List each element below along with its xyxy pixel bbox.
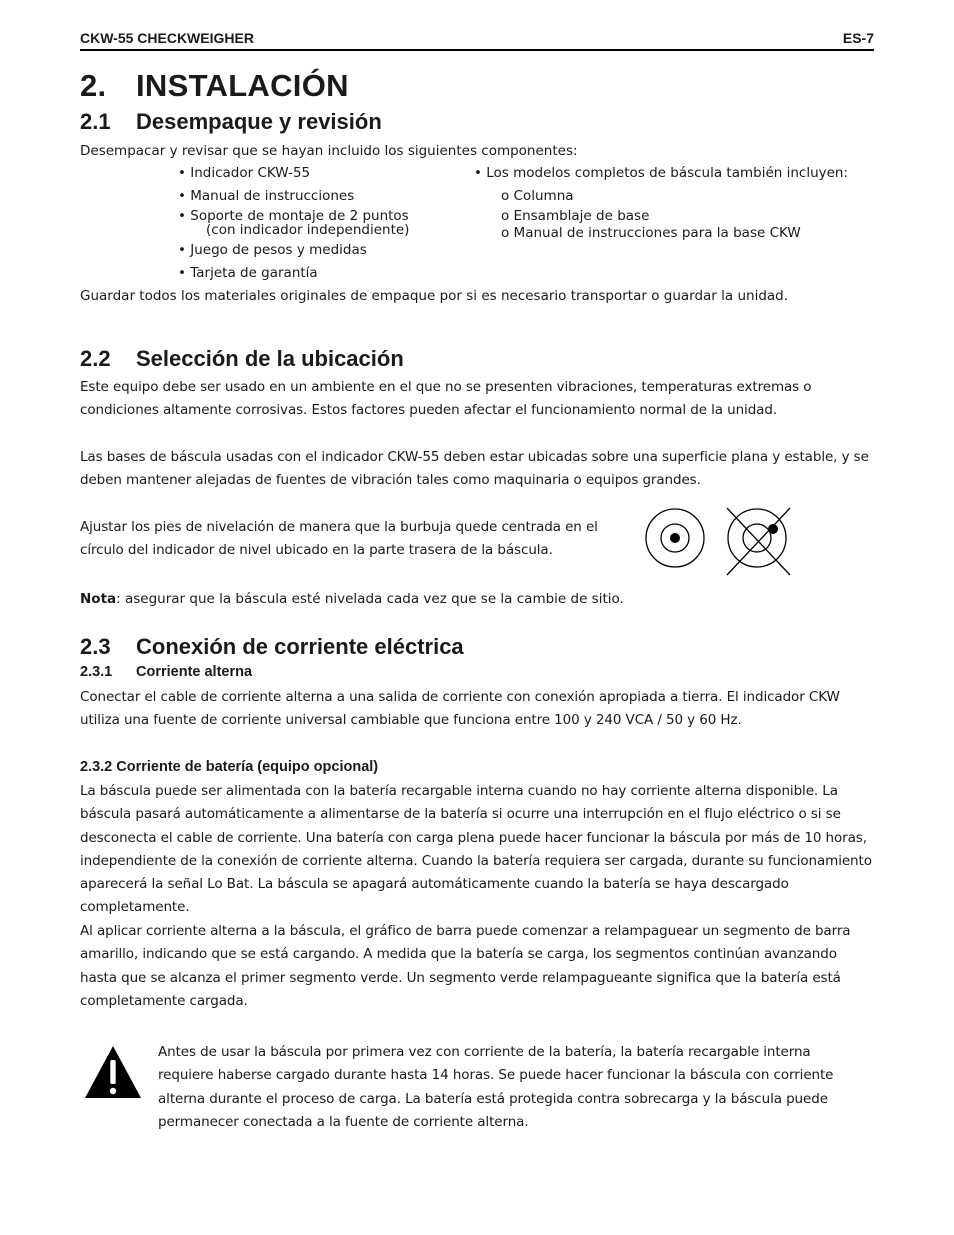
subsection-title: Corriente alterna [136, 664, 253, 680]
section-title: Selección de la ubicación [136, 346, 404, 371]
ac-power-paragraph: Conectar el cable de corriente alterna a una salida de corriente con conexión apropiada a tierra. El indicador CKW utiliza una fuente de corriente universal cambiable que funciona entre 100 y 240 VCA / 50 y 60 Hz. [80, 689, 840, 729]
list-item-continuation: (con indicador independiente) [206, 222, 410, 238]
note-label: Nota [80, 591, 117, 607]
sub-list-item: o Columna [501, 188, 574, 204]
section-number: 2.2 [80, 346, 111, 371]
note [80, 591, 624, 608]
subsection-heading-2-3-1 [80, 664, 252, 680]
list-item: • Juego de pesos y medidas [178, 242, 367, 258]
level-correct-icon [646, 509, 704, 567]
section-heading-2-2 [80, 346, 404, 372]
chapter-number: 2. [80, 68, 107, 103]
warning-icon [83, 1044, 143, 1100]
unpack-outro: Guardar todos los materiales originales de empaque por si es necesario transportar o guardar la unidad. [80, 288, 789, 304]
section-heading-2-1 [80, 109, 382, 135]
list-item-models: • Los modelos completos de báscula también incluyen: [474, 165, 849, 181]
chapter-heading [80, 68, 349, 104]
battery-paragraph-2: Al aplicar corriente alterna a la báscula, el gráfico de barra puede comenzar a relampaguear un segmento de barra amarillo, indicando que se está cargando. A medida que la batería se carga, los segmentos continúan avanzando hasta que se alcanza el primer segmento verde. Un segmento verde relampagueante significa que la batería está completamente cargada. [80, 923, 851, 1009]
unpack-intro: Desempacar y revisar que se hayan incluido los siguientes componentes: [80, 143, 578, 159]
location-paragraph-2: Las bases de báscula usadas con el indicador CKW-55 deben estar ubicadas sobre una superficie plana y estable, y se deben mantener alejadas de fuentes de vibración tales como maquinaria o equipos grandes. [80, 449, 869, 489]
sub-list-item: o Ensamblaje de base [501, 208, 650, 224]
section-title: Conexión de corriente eléctrica [136, 634, 464, 659]
note-text: : asegurar que la báscula esté nivelada cada vez que se la cambie de sitio. [116, 591, 624, 607]
location-paragraph-1: Este equipo debe ser usado en un ambiente en el que no se presenten vibraciones, temperaturas extremas o condiciones altamente corrosivas. Estos factores pueden afectar el funcionamiento normal de la unidad. [80, 379, 812, 419]
page-number: ES-7 [842, 30, 874, 46]
subsection-heading-2-3-2: 2.3.2 Corriente de batería (equipo opcional) [80, 759, 379, 775]
list-item: • Indicador CKW-55 [178, 165, 311, 181]
level-indicator-icon [640, 505, 800, 579]
list-item: • Manual de instrucciones [178, 188, 355, 204]
chapter-title: INSTALACIÓN [136, 68, 349, 103]
section-number: 2.3 [80, 634, 111, 659]
section-number: 2.1 [80, 109, 111, 134]
battery-warning-text: Antes de usar la báscula por primera vez con corriente de la batería, la batería recargable interna requiere haberse cargado durante hasta 14 horas. Se puede hacer funcionar la báscula con corriente alterna durante el proceso de carga. La batería está protegida contra sobrecarga y la báscula puede permanecer conectada a la fuente de corriente alterna. [158, 1044, 834, 1130]
subsection-number: 2.3.1 [80, 664, 113, 680]
section-heading-2-3 [80, 634, 464, 660]
section-title: Desempaque y revisión [136, 109, 382, 134]
level-incorrect-icon [727, 508, 790, 575]
sub-list-item: o Manual de instrucciones para la base CKW [501, 225, 801, 241]
running-header-title: CKW-55 CHECKWEIGHER [80, 30, 254, 46]
list-item: • Tarjeta de garantía [178, 265, 318, 281]
battery-paragraph-1: La báscula puede ser alimentada con la batería recargable interna cuando no hay corriente alterna disponible. La báscula pasará automáticamente a alimentarse de la batería si ocurre una interrupción en el flujo eléctrico o si se desconecta el cable de corriente. Una batería con carga plena puede hacer funcionar la báscula por más de 10 horas, independiente de la conexión de corriente alterna. Cuando la batería requiera ser cargada, durante su funcionamiento aparecerá la señal Lo Bat. La báscula se apagará automáticamente cuando la batería se haya descargado completamente. [80, 783, 872, 916]
list-item: • Soporte de montaje de 2 puntos [178, 208, 409, 224]
header-rule [80, 49, 874, 51]
leveling-paragraph: Ajustar los pies de nivelación de manera que la burbuja quede centrada en el círculo del indicador de nivel ubicado en la parte trasera de la báscula. [80, 519, 598, 559]
